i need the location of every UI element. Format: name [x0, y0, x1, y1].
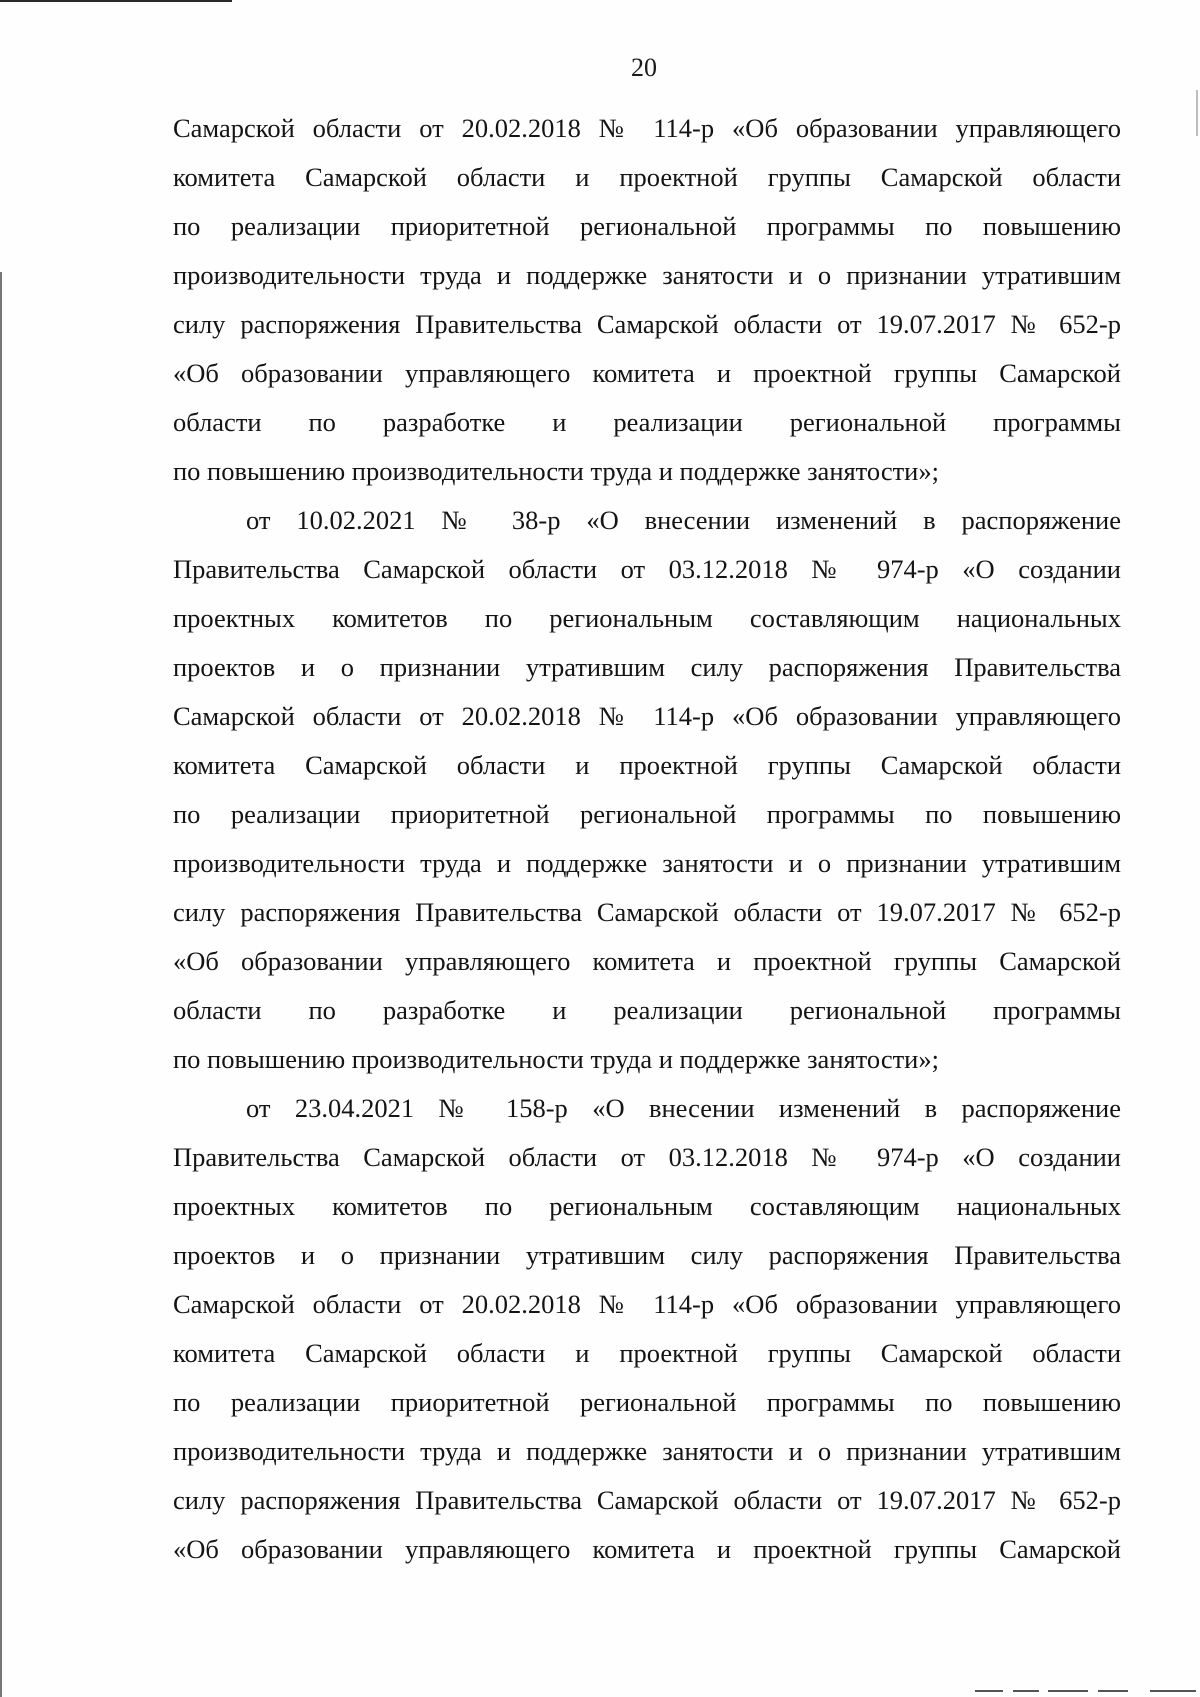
text-line: комитета Самарской области и проектной группы Самарской области [173, 1338, 1121, 1368]
text-line: силу распоряжения Правительства Самарской области от 19.07.2017 № 652-р [173, 897, 1121, 927]
text-line: по повышению производительности труда и поддержке занятости»; [173, 1044, 939, 1074]
scan-bottom-dash [1013, 1690, 1039, 1692]
text-line: области по разработке и реализации региональной программы [173, 995, 1121, 1025]
scan-bottom-dash [975, 1690, 1003, 1692]
scan-top-rule [0, 0, 232, 2]
text-line: проектов и о признании утратившим силу распоряжения Правительства [173, 1240, 1121, 1270]
scan-left-edge [0, 272, 2, 1697]
scan-bottom-dash [1098, 1690, 1128, 1692]
text-line: от 23.04.2021 № 158-р «О внесении изменений в распоряжение [246, 1093, 1121, 1123]
text-line: Самарской области от 20.02.2018 № 114-р «Об образовании управляющего [173, 113, 1121, 143]
text-line: проектов и о признании утратившим силу распоряжения Правительства [173, 652, 1121, 682]
scan-bottom-dash [1150, 1690, 1196, 1692]
text-line: силу распоряжения Правительства Самарской области от 19.07.2017 № 652-р [173, 309, 1121, 339]
text-line: по повышению производительности труда и поддержке занятости»; [173, 456, 939, 486]
text-line: по реализации приоритетной региональной программы по повышению [173, 1387, 1121, 1417]
text-line: Правительства Самарской области от 03.12.2018 № 974-р «О создании [173, 1142, 1121, 1172]
text-line: по реализации приоритетной региональной программы по повышению [173, 799, 1121, 829]
text-line: Самарской области от 20.02.2018 № 114-р «Об образовании управляющего [173, 1289, 1121, 1319]
text-line: силу распоряжения Правительства Самарской области от 19.07.2017 № 652-р [173, 1485, 1121, 1515]
text-line: комитета Самарской области и проектной группы Самарской области [173, 750, 1121, 780]
text-line: от 10.02.2021 № 38-р «О внесении изменений в распоряжение [246, 505, 1121, 535]
document-body [173, 104, 1121, 1574]
text-line: проектных комитетов по региональным составляющим национальных [173, 603, 1121, 633]
text-line: производительности труда и поддержке занятости и о признании утратившим [173, 848, 1121, 878]
text-line: Самарской области от 20.02.2018 № 114-р «Об образовании управляющего [173, 701, 1121, 731]
text-line: производительности труда и поддержке занятости и о признании утратившим [173, 1436, 1121, 1466]
text-line: Правительства Самарской области от 03.12.2018 № 974-р «О создании [173, 554, 1121, 584]
text-line: «Об образовании управляющего комитета и проектной группы Самарской [173, 1534, 1121, 1564]
scan-bottom-dash [1048, 1690, 1088, 1692]
text-line: проектных комитетов по региональным составляющим национальных [173, 1191, 1121, 1221]
text-line: производительности труда и поддержке занятости и о признании утратившим [173, 260, 1121, 290]
text-line: по реализации приоритетной региональной программы по повышению [173, 211, 1121, 241]
text-line: «Об образовании управляющего комитета и проектной группы Самарской [173, 358, 1121, 388]
text-line: комитета Самарской области и проектной группы Самарской области [173, 162, 1121, 192]
text-line: области по разработке и реализации региональной программы [173, 407, 1121, 437]
scan-right-mark [1196, 90, 1198, 136]
page-number: 20 [631, 53, 657, 82]
text-line: «Об образовании управляющего комитета и проектной группы Самарской [173, 946, 1121, 976]
